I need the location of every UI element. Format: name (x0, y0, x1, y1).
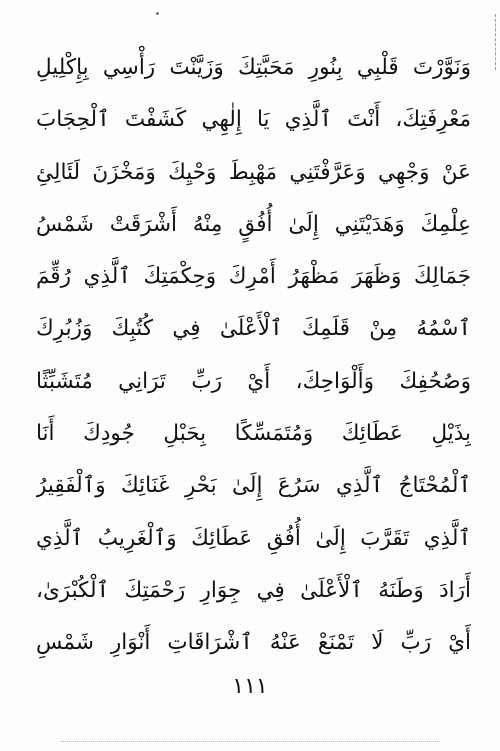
text-line-7: وَصُحُفِكَ وَأَلْوَاحِكَ، أَيْ رَبِّ تَرَانِي مُتَشَبِّثًا (36, 368, 471, 394)
scan-bottom-edge (60, 741, 440, 742)
text-line-12: أَيْ رَبِّ لَا تَمْنَعْ عَنْهُ ٱشْرَاقَاتِ أَنْوَارِ شَمْسِ (36, 630, 471, 656)
text-line-8: بِذَيْلِ عَطَائِكَ وَمُتَمَسِّكًا بِحَبْلِ جُودِكَ أَنَا (36, 421, 471, 447)
text-line-9: ٱلْمُحْتَاجُ ٱلَّذِي سَرُعَ إِلَىٰ بَحْرِ غَنَائِكَ وَٱلْفَقِيرُ (36, 473, 471, 499)
scan-speck (156, 12, 159, 15)
text-line-2: مَعْرِفَتِكَ، أَنْتَ ٱلَّذِي يَا إِلٰهِي كَشَفْتَ ٱلْحِجَابَ (36, 107, 471, 133)
text-line-5: جَمَالِكَ وَظَهَرَ مَظْهَرُ أَمْرِكَ وَحِكْمَتِكَ ٱلَّذِي رُقِّمَ (36, 264, 471, 290)
page-number: ١١١ (232, 674, 268, 699)
text-line-6: ٱسْمُهُ مِنْ قَلَمِكَ ٱلْأَعْلَىٰ فِي كُتُبِكَ وَزُبُرِكَ (36, 316, 471, 342)
text-line-1: وَنَوَّرْتَ قَلْبِي بِنُورِ مَحَبَّتِكَ وَزَيَّنْتَ رَأْسِي بِإِكْلِيلِ (36, 55, 471, 80)
prayer-text-block (36, 42, 471, 670)
text-line-3: عَنْ وَجْهِي وَعَرَّفْتَنِي مَهْبِطَ وَحْيِكَ وَمَخْزَنَ لَئَالِئِ (36, 159, 471, 185)
text-line-11: أَرَادَ وَطَنَهُ ٱلْأَعْلَىٰ فِي جِوَارِ رَحْمَتِكَ ٱلْكُبْرَىٰ، (36, 577, 471, 603)
binding-edge-marks (492, 14, 496, 70)
text-line-4: عِلْمِكَ وَهَدَيْتَنِي إِلَىٰ أُفُقٍ مِنْهُ أَشْرَقَتْ شَمْسُ (36, 211, 471, 237)
text-line-10: ٱلَّذِي تَقَرَّبَ إِلَىٰ أُفُقِ عَطَائِكَ وَٱلْغَرِيبُ ٱلَّذِي (36, 525, 471, 551)
